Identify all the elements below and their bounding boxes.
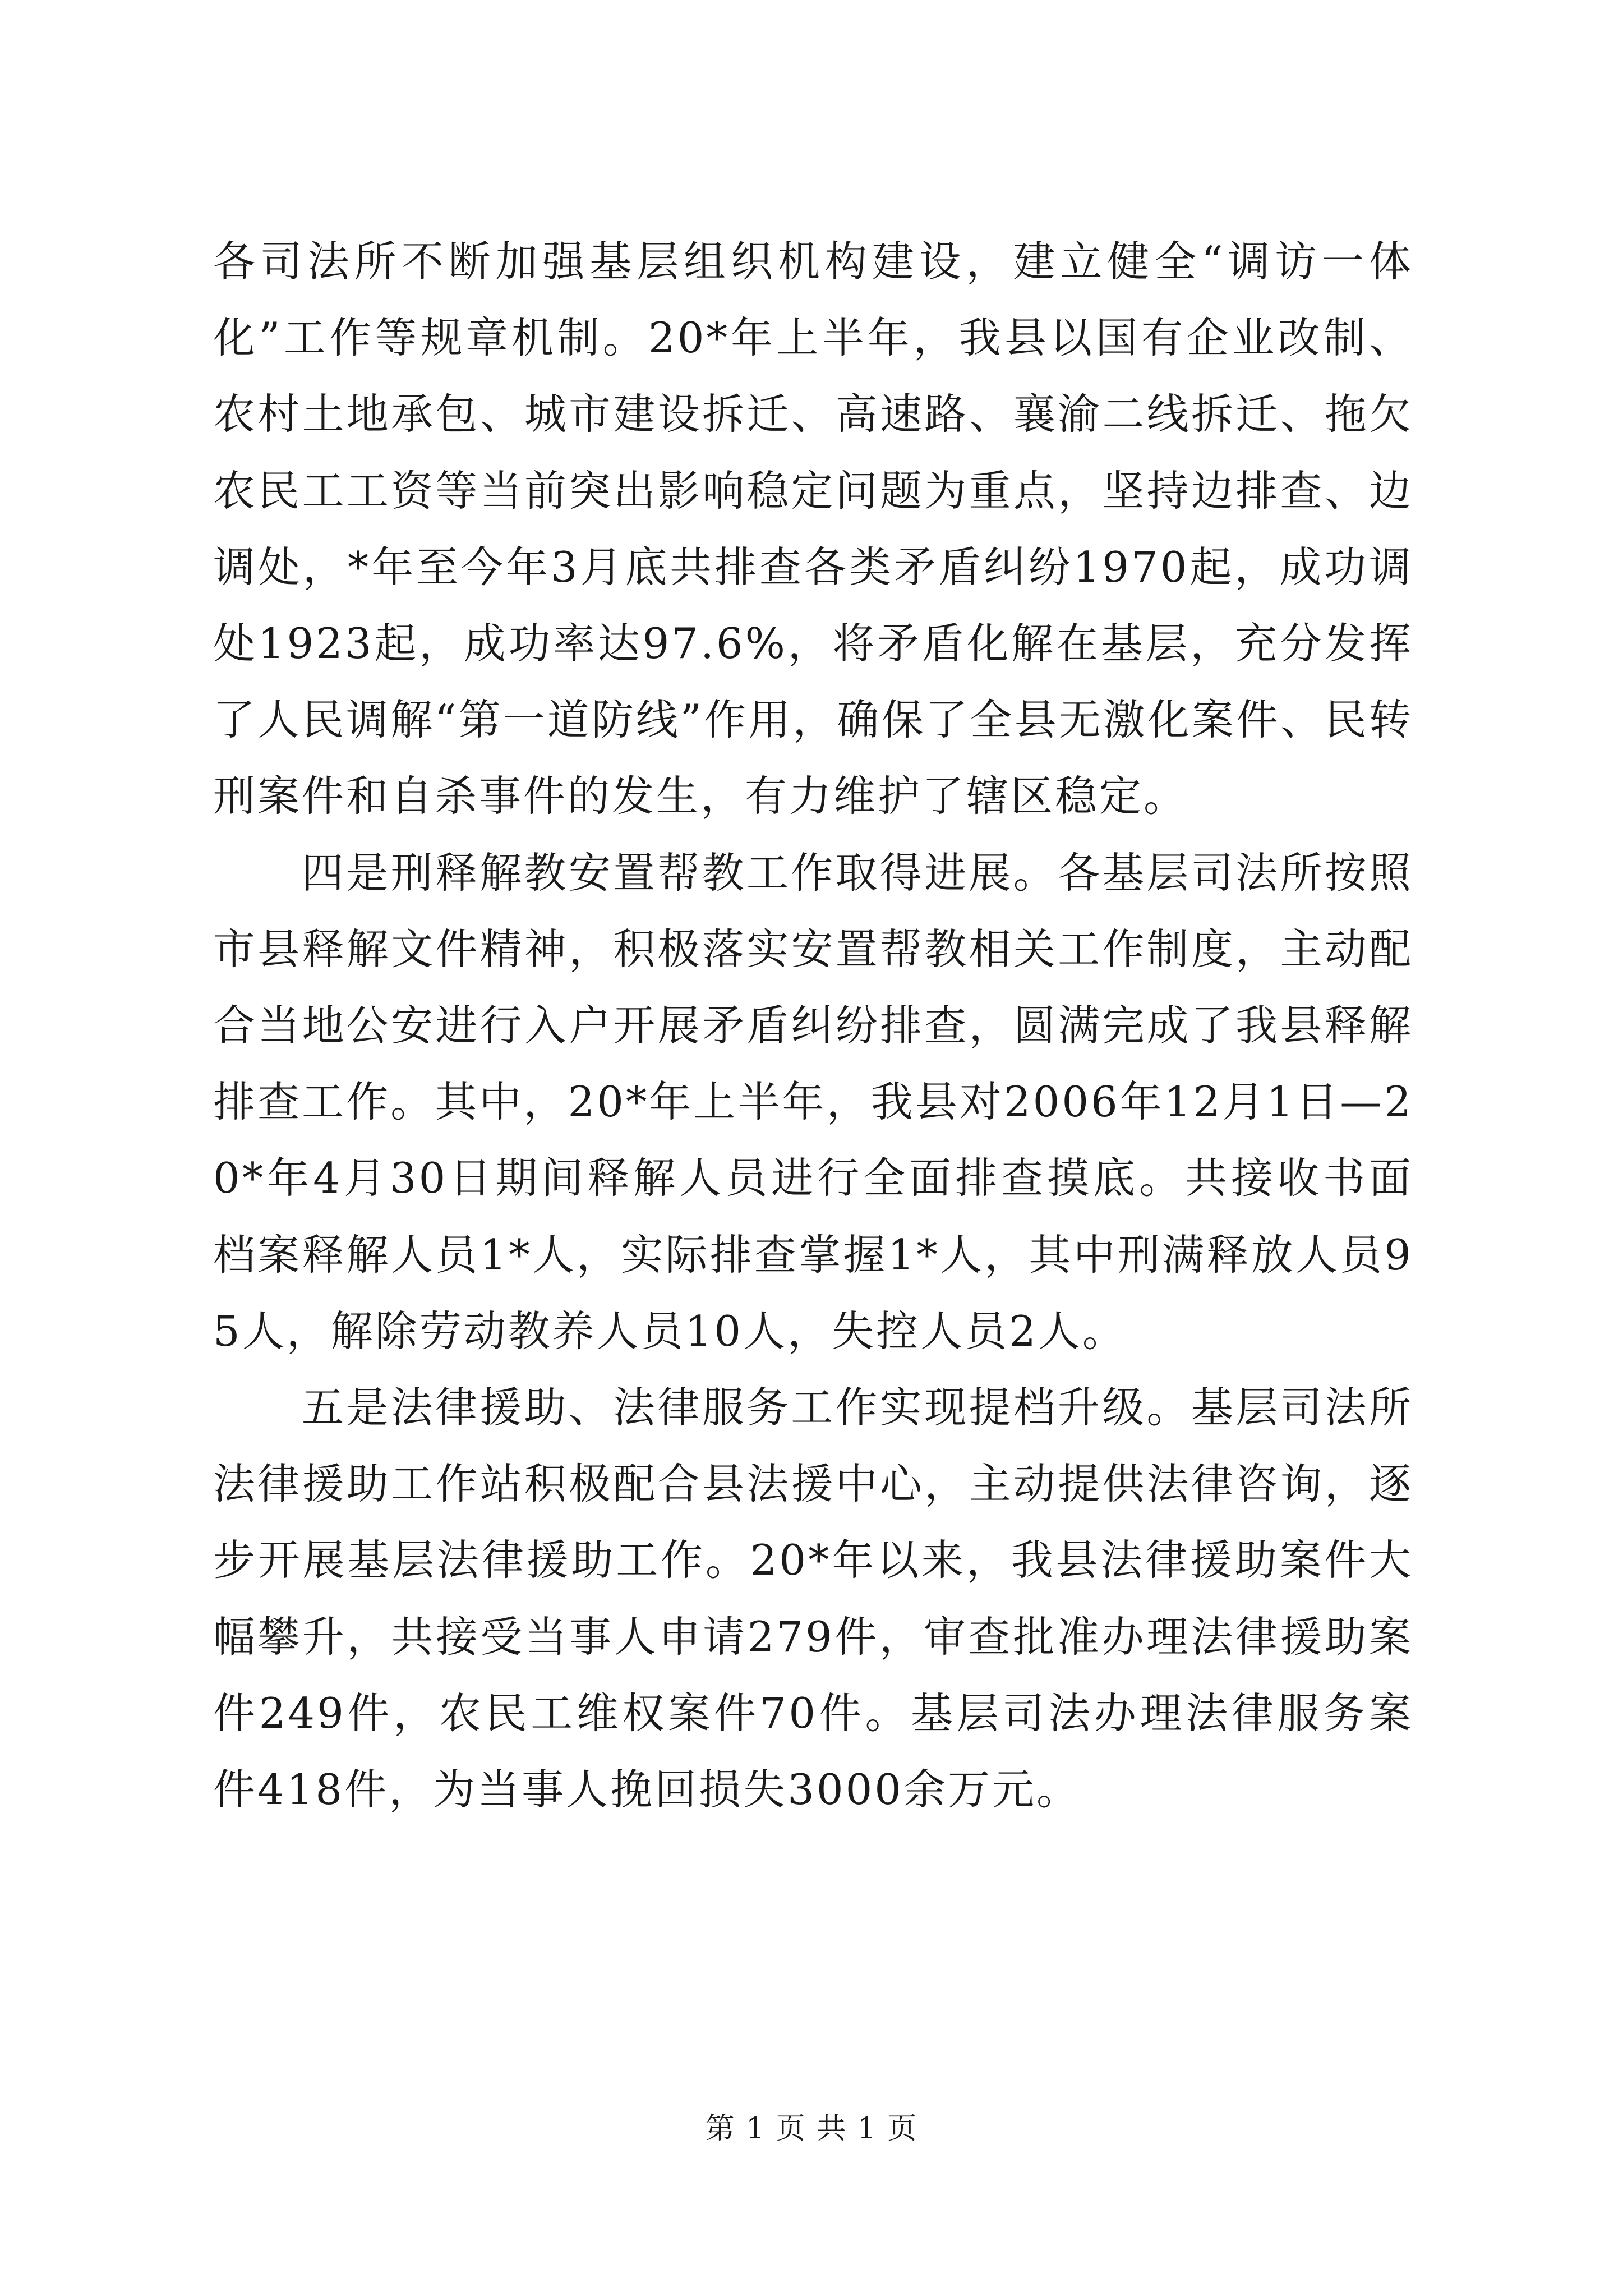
paragraph-resettlement-work: 四是刑释解教安置帮教工作取得进展。各基层司法所按照市县释解文件精神，积极落实安置帮教相关工作制度，主动配合当地公安进行入户开展矛盾纠纷排查，圆满完成了我县释解排查工作。其中，20*年上半年，我县对2006年12月1日—20*年4月30日期间释解人员进行全面排查摸底。共接收书面档案释解人员1*人，实际排查掌握1*人，其中刑满释放人员95人，解除劳动教养人员10人，失控人员2人。 (213, 848, 1413, 1356)
page-number-footer: 第 1 页 共 1 页 (705, 2112, 918, 2146)
paragraph-mediation-results: 各司法所不断加强基层组织机构建设，建立健全“调访一体化”工作等规章机制。20*年上半年，我县以国有企业改制、农村土地承包、城市建设拆迁、高速路、襄渝二线拆迁、拖欠农民工工资等当前突出影响稳定问题为重点，坚持边排查、边调处，*年至今年3月底共排查各类矛盾纠纷1970起，成功调处1923起，成功率达97.6%，将矛盾化解在基层，充分发挥了人民调解“第一道防线”作用，确保了全县无激化案件、民转刑案件和自杀事件的发生，有力维护了辖区稳定。 (213, 237, 1413, 821)
paragraph-legal-aid: 五是法律援助、法律服务工作实现提档升级。基层司法所法律援助工作站积极配合县法援中心，主动提供法律咨询，逐步开展基层法律援助工作。20*年以来，我县法律援助案件大幅攀升，共接受当事人申请279件，审查批准办理法律援助案件249件，农民工维权案件70件。基层司法办理法律服务案件418件，为当事人挽回损失3000余万元。 (213, 1383, 1413, 1815)
document-body (213, 223, 1413, 1828)
